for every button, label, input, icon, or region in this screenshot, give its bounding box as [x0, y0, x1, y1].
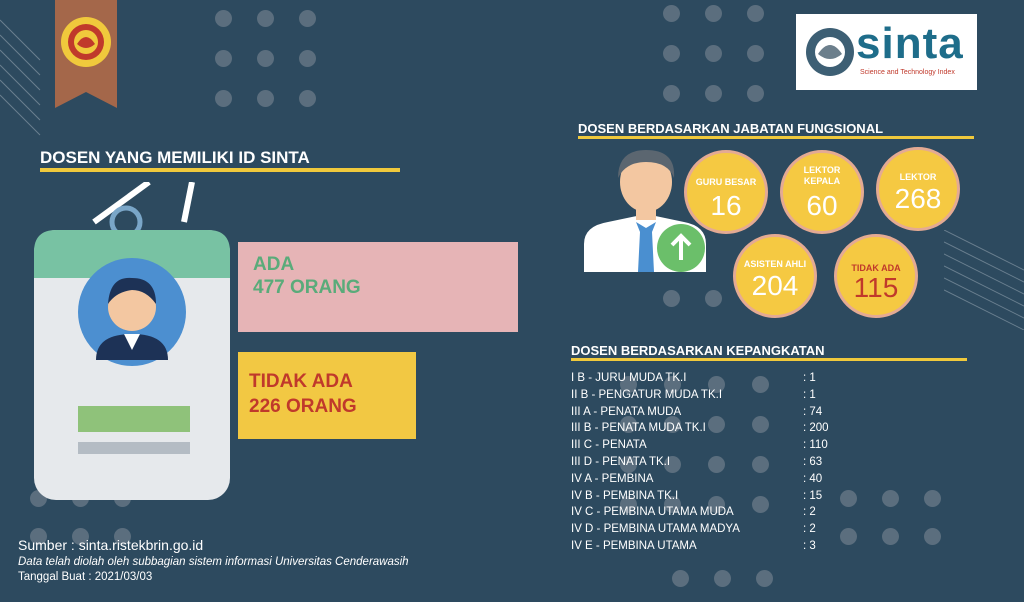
decorative-dot — [752, 416, 769, 433]
asisten-ahli-label: ASISTEN AHLI — [743, 259, 807, 269]
tidak-ada-count: 226 ORANG — [249, 396, 357, 417]
decorative-dot — [752, 456, 769, 473]
ada-label: ADA — [253, 254, 295, 275]
decorative-dot — [714, 570, 731, 587]
decorative-dot — [708, 456, 725, 473]
rank-row-value: : 3 — [803, 540, 816, 552]
lektor-kepala-value: 60 — [806, 190, 838, 221]
decorative-dot — [257, 90, 274, 107]
rank-row-label: II B - PENGATUR MUDA TK.I — [571, 388, 723, 401]
tidak-ada-label: TIDAK ADA — [249, 371, 353, 392]
footer-note: Data telah diolah oleh subbagian sistem informasi Universitas Cenderawasih — [18, 556, 409, 568]
sinta-logo — [796, 14, 977, 90]
rank-row-label: IV B - PEMBINA TK.I — [571, 489, 679, 502]
decorative-dot — [752, 376, 769, 393]
lektor-value: 268 — [894, 183, 942, 214]
rank-row-value: : 74 — [803, 405, 823, 418]
decorative-dot — [752, 496, 769, 513]
rank-row-value: : 200 — [803, 422, 829, 435]
decorative-dot — [299, 50, 316, 67]
rank-row-value: : 1 — [803, 388, 816, 401]
rank-row-value: : 2 — [803, 523, 816, 536]
decorative-dot — [215, 10, 232, 27]
asisten-ahli-value: 204 — [751, 270, 799, 301]
decorative-dot — [705, 290, 722, 307]
rank-row-label: IV E - PEMBINA UTAMA — [571, 540, 697, 552]
decorative-dot — [257, 10, 274, 27]
rank-row-label: III D - PENATA TK.I — [571, 456, 671, 468]
decorative-dot — [924, 528, 941, 545]
decorative-dot — [672, 570, 689, 587]
decorative-dot — [663, 45, 680, 62]
decorative-dot — [215, 50, 232, 67]
decorative-dot — [705, 45, 722, 62]
kepangkatan-title: DOSEN BERDASARKAN KEPANGKATAN — [571, 343, 825, 358]
decorative-dot — [299, 90, 316, 107]
decorative-dot — [756, 570, 773, 587]
lektor-kepala-label: LEKTOR KEPALA — [803, 165, 841, 186]
decorative-dot — [882, 528, 899, 545]
rank-row-value: : 110 — [803, 439, 828, 452]
lektor-label: LEKTOR — [899, 172, 937, 182]
fungsional-title: DOSEN BERDASARKAN JABATAN FUNGSIONAL — [578, 121, 884, 136]
rank-row-value: : 2 — [803, 506, 816, 519]
rank-row-label: IV D - PEMBINA UTAMA MADYA — [571, 523, 740, 536]
id-card-illustration — [34, 182, 234, 504]
ada-count: 477 ORANG — [253, 277, 361, 298]
decorative-dot — [299, 10, 316, 27]
decorative-dot — [924, 490, 941, 507]
rank-row-label: I B - JURU MUDA TK.I — [571, 372, 687, 384]
rank-row-value: : 15 — [803, 489, 823, 502]
circle-lektor-kepala — [780, 150, 864, 234]
decorative-dot — [747, 45, 764, 62]
decorative-dot — [747, 85, 764, 102]
circle-lektor — [876, 147, 960, 231]
circle-guru-besar — [684, 150, 768, 234]
decorative-dot — [840, 528, 857, 545]
footer-date: Tanggal Buat : 2021/03/03 — [18, 571, 153, 583]
rank-row-label: III A - PENATA MUDA — [571, 405, 682, 418]
rank-row-label: IV C - PEMBINA UTAMA MUDA — [571, 506, 734, 519]
kepangkatan-title-underline — [571, 358, 967, 361]
decorative-dot — [663, 290, 680, 307]
sinta-emblem-icon — [802, 24, 858, 80]
circle-tidak-ada — [834, 234, 918, 318]
fungsional-title-underline — [578, 136, 974, 139]
rank-row-label: III C - PENATA — [571, 439, 647, 452]
sinta-subtitle: Science and Technology Index — [860, 69, 955, 76]
rank-row-label: III B - PENATA MUDA TK.I — [571, 422, 706, 435]
rank-row-label: IV A - PEMBINA — [571, 472, 654, 485]
decorative-dot — [257, 50, 274, 67]
tidak-ada-fungsional-value: 115 — [853, 272, 899, 303]
footer-source: Sumber : sinta.ristekbrin.go.id — [18, 537, 204, 553]
guru-besar-value: 16 — [710, 190, 742, 221]
decorative-dot — [708, 416, 725, 433]
decorative-dot — [705, 85, 722, 102]
decorative-dot — [882, 490, 899, 507]
decorative-dot — [705, 5, 722, 22]
tidak-ada-fungsional-label: TIDAK ADA — [851, 263, 901, 273]
left-title-underline — [40, 168, 400, 172]
left-title: DOSEN YANG MEMILIKI ID SINTA — [40, 148, 310, 167]
university-logo — [55, 0, 117, 108]
decorative-dot — [747, 5, 764, 22]
decorative-dot — [840, 490, 857, 507]
decorative-dot — [663, 5, 680, 22]
decorative-stripes-right — [944, 230, 1024, 330]
circle-asisten-ahli — [733, 234, 817, 318]
decorative-dot — [663, 85, 680, 102]
rank-row-value: : 1 — [803, 372, 816, 384]
guru-besar-label: GURU BESAR — [695, 177, 757, 187]
sinta-wordmark: sinta — [856, 19, 964, 68]
decorative-dot — [215, 90, 232, 107]
rank-row-value: : 63 — [803, 456, 823, 468]
rank-row-value: : 40 — [803, 472, 823, 485]
